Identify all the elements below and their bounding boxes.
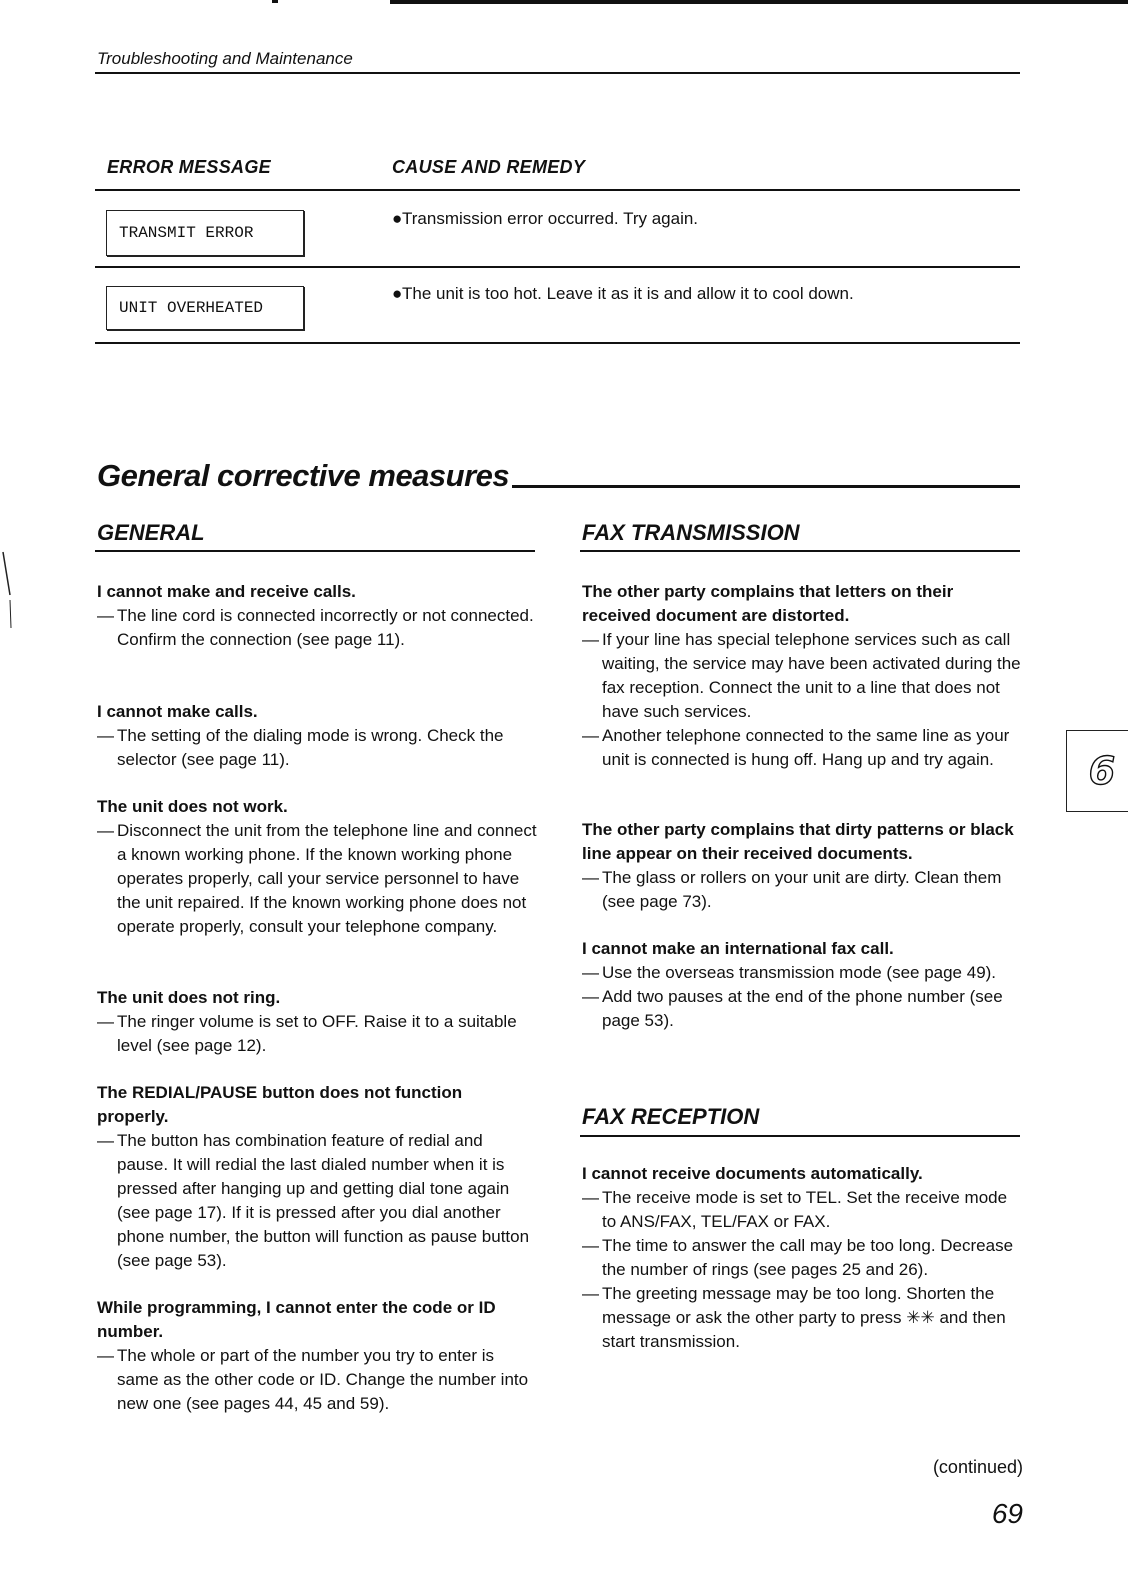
faq-answer: — Another telephone connected to the same line as your unit is connected is hung off. Hang up and try again. bbox=[582, 726, 1010, 769]
scan-edge-mark bbox=[0, 550, 14, 630]
faq-answer: — Add two pauses at the end of the phone number (see page 53). bbox=[582, 987, 1003, 1030]
faq-question: While programming, I cannot enter the code or ID number. bbox=[97, 1298, 496, 1341]
chapter-tab bbox=[1066, 730, 1128, 812]
faq-answer: — If your line has special telephone services such as call waiting, the service may have been activated during the fax reception. Connect the unit to a line that does not have such services. bbox=[582, 630, 1021, 721]
section-title: General corrective measures bbox=[97, 458, 510, 493]
fax-reception-heading-rule bbox=[580, 1135, 1020, 1137]
bullet-icon: ● bbox=[392, 284, 403, 303]
faq-item bbox=[97, 795, 537, 939]
faq-answer: — The button has combination feature of redial and pause. It will redial the last dialed number when it is pressed after hanging up and getting dial tone again (see page 17). If it is pressed after you dial another phone number, the button will function as pause button (see page 53). bbox=[97, 1131, 530, 1270]
faq-question: I cannot make calls. bbox=[97, 702, 258, 721]
faq-item bbox=[582, 818, 1024, 914]
faq-item bbox=[97, 700, 537, 772]
faq-answer: — The ringer volume is set to OFF. Raise it to a suitable level (see page 12). bbox=[97, 1012, 517, 1055]
cause-remedy-column-header: CAUSE AND REMEDY bbox=[392, 157, 586, 177]
section-title-rule bbox=[512, 485, 1020, 488]
faq-question: I cannot receive documents automatically. bbox=[582, 1164, 923, 1183]
faq-item bbox=[582, 937, 1024, 1033]
faq-question: The unit does not ring. bbox=[97, 988, 281, 1007]
running-header: Troubleshooting and Maintenance bbox=[97, 49, 353, 68]
chapter-number: 6 bbox=[1088, 749, 1116, 793]
page-number: 69 bbox=[991, 1498, 1023, 1529]
remedy-text: ●Transmission error occurred. Try again. bbox=[392, 209, 699, 228]
table-row-rule bbox=[95, 266, 1020, 268]
lcd-message-box bbox=[106, 286, 304, 330]
faq-item bbox=[582, 1162, 1024, 1354]
faq-item bbox=[97, 580, 537, 652]
faq-answer: — The greeting message may be too long. Shorten the message or ask the other party to press ✳✳ and then start transmission. bbox=[582, 1284, 1006, 1351]
table-bottom-rule bbox=[95, 342, 1020, 344]
faq-answer: — The time to answer the call may be too long. Decrease the number of rings (see pages 25 and 26). bbox=[582, 1236, 1014, 1279]
error-message-column-header: ERROR MESSAGE bbox=[107, 157, 271, 177]
faq-question: I cannot make and receive calls. bbox=[97, 582, 356, 601]
faq-answer: — The whole or part of the number you try to enter is same as the other code or ID. Change the number into new one (see pages 44, 45 and 59). bbox=[97, 1346, 529, 1413]
fax-transmission-heading: FAX TRANSMISSION bbox=[582, 520, 800, 545]
faq-question: The unit does not work. bbox=[97, 797, 288, 816]
general-heading: GENERAL bbox=[97, 520, 205, 545]
lcd-message-text: TRANSMIT ERROR bbox=[119, 224, 254, 242]
faq-question: The other party complains that dirty patterns or black line appear on their received documents. bbox=[582, 820, 1014, 863]
top-edge-tick bbox=[272, 0, 278, 3]
faq-answer: — The receive mode is set to TEL. Set the receive mode to ANS/FAX, TEL/FAX or FAX. bbox=[582, 1188, 1008, 1231]
remedy-text: ●The unit is too hot. Leave it as it is and allow it to cool down. bbox=[392, 284, 854, 303]
faq-answer: — The setting of the dialing mode is wrong. Check the selector (see page 11). bbox=[97, 726, 504, 769]
fax-transmission-heading-rule bbox=[580, 550, 1020, 552]
faq-answer: — The glass or rollers on your unit are dirty. Clean them (see page 73). bbox=[582, 868, 1002, 911]
header-rule bbox=[95, 72, 1020, 74]
bullet-icon: ● bbox=[392, 209, 403, 228]
faq-item bbox=[97, 1081, 537, 1273]
faq-question: The REDIAL/PAUSE button does not function properly. bbox=[97, 1083, 463, 1126]
continued-note: (continued) bbox=[932, 1457, 1023, 1477]
faq-answer: — Use the overseas transmission mode (see page 49). bbox=[582, 963, 997, 982]
general-heading-rule bbox=[95, 550, 535, 552]
faq-question: I cannot make an international fax call. bbox=[582, 939, 894, 958]
faq-item bbox=[97, 1296, 537, 1416]
faq-question: The other party complains that letters on their received document are distorted. bbox=[582, 582, 954, 625]
faq-answer: — Disconnect the unit from the telephone line and connect a known working phone. If the known working phone operates properly, call your service personnel to have the unit repaired. If the known working phone does not operate properly, consult your telephone company. bbox=[97, 821, 537, 936]
top-edge-rule bbox=[390, 0, 1128, 4]
lcd-message-box bbox=[106, 210, 304, 256]
lcd-message-text: UNIT OVERHEATED bbox=[119, 299, 264, 317]
fax-reception-heading: FAX RECEPTION bbox=[582, 1104, 760, 1129]
table-header-rule bbox=[95, 189, 1020, 191]
faq-item bbox=[582, 580, 1024, 772]
faq-answer: — The line cord is connected incorrectly or not connected. Confirm the connection (see page 11). bbox=[97, 606, 534, 649]
faq-item bbox=[97, 986, 537, 1058]
